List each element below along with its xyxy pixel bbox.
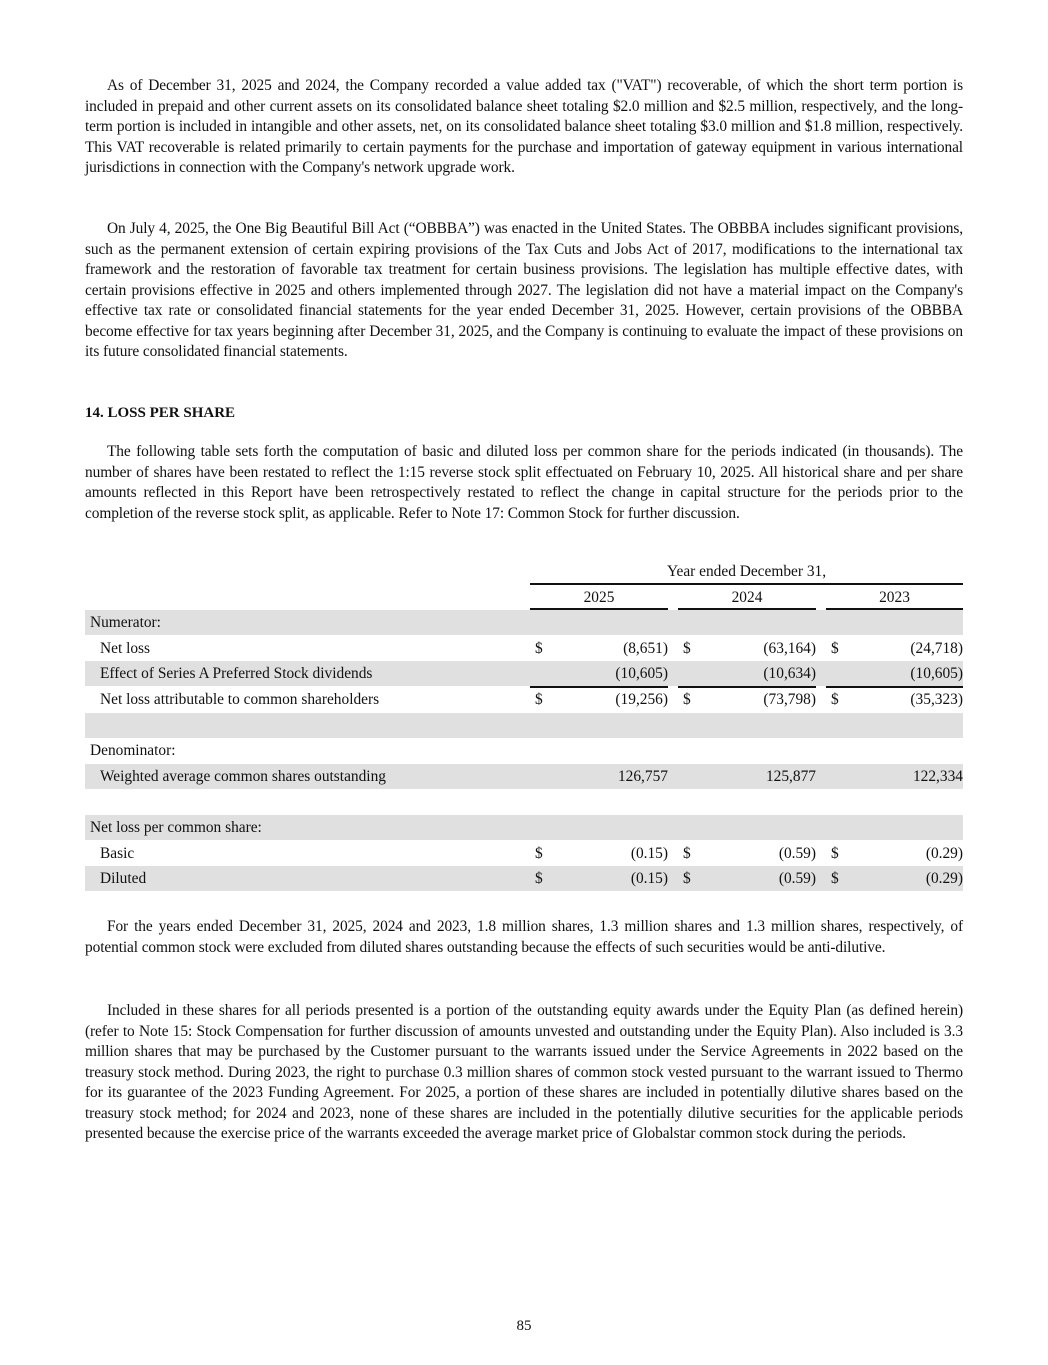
table-row (85, 636, 963, 661)
cell-value-2025: (19,256) (615, 691, 668, 708)
table-row (85, 661, 963, 686)
subtotal-rule (678, 686, 816, 688)
cell-value-2025: (8,651) (623, 640, 668, 657)
table-row (85, 815, 963, 840)
dollar-sign: $ (831, 870, 839, 887)
cell-value-2023: (10,605) (910, 665, 963, 682)
cell-value-2025: (10,605) (615, 665, 668, 682)
excluded-shares-paragraph: For the years ended December 31, 2025, 2024 and 2023, 1.8 million shares, 1.3 million shares and 1.3 million shares, respectively, of potential common stock were excluded from diluted shares outstanding because the effects of such securities would be anti-dilutive. (85, 918, 963, 956)
cell-value-2025: (0.15) (630, 845, 668, 862)
dollar-sign: $ (683, 870, 691, 887)
row-label: Effect of Series A Preferred Stock dividends (100, 665, 373, 682)
dollar-sign: $ (683, 691, 691, 708)
dollar-sign: $ (535, 845, 543, 862)
cell-value-2024: (0.59) (778, 845, 816, 862)
table-row (85, 687, 963, 712)
cell-value-2023: (24,718) (910, 640, 963, 657)
dollar-sign: $ (683, 845, 691, 862)
column-header-2024: 2024 (731, 589, 763, 606)
dollar-sign: $ (683, 640, 691, 657)
table-row (85, 610, 963, 635)
cell-value-2023: (0.29) (925, 870, 963, 887)
vat-paragraph: As of December 31, 2025 and 2024, the Company recorded a value added tax ("VAT") recoverable, of which the short term portion is included in prepaid and other current assets on its consolidated balance sheet totaling $2.0 million and $2.5 million, respectively, and the long-term portion is included in intangible and other assets, net, on its consolidated balance sheet totaling $3.0 million and $1.8 million, respectively. This VAT recoverable is related primarily to certain payments for the purchase and importation of gateway equipment in various international jurisdictions in connection with the Company's network upgrade work. (85, 77, 963, 176)
obbba-paragraph: On July 4, 2025, the One Big Beautiful Bill Act (“OBBBA”) was enacted in the United States. The OBBBA includes significant provisions, such as the permanent extension of certain expiring provisions of the Tax Cuts and Jobs Act of 2017, modifications to the international tax framework and the restoration of favorable tax treatment for certain business provisions. The legislation has multiple effective dates, with certain provisions effective in 2025 and others implemented through 2027. The legislation did not have a material impact on the Company's effective tax rate or consolidated financial statements for the year ended December 31, 2025. However, certain provisions of the OBBBA become effective for tax years beginning after December 31, 2025, and the Company is continuing to evaluate the impact of these provisions on its future consolidated financial statements. (85, 220, 963, 360)
dollar-sign: $ (831, 640, 839, 657)
table-header-title: Year ended December 31, (666, 563, 827, 580)
cell-value-2024: (10,634) (763, 665, 816, 682)
cell-value-2023: (35,323) (910, 691, 963, 708)
cell-value-2024: (63,164) (763, 640, 816, 657)
dollar-sign: $ (831, 691, 839, 708)
section-heading: 14. LOSS PER SHARE (85, 405, 236, 421)
cell-value-2025: 126,757 (617, 768, 668, 785)
cell-value-2024: (73,798) (763, 691, 816, 708)
row-label: Net loss (100, 640, 151, 657)
row-label: Basic (100, 845, 135, 862)
subtotal-rule (530, 686, 668, 688)
cell-value-2023: (0.29) (925, 845, 963, 862)
cell-value-2025: (0.15) (630, 870, 668, 887)
cell-value-2024: (0.59) (778, 870, 816, 887)
row-label: Diluted (100, 870, 147, 887)
dollar-sign: $ (535, 870, 543, 887)
row-label: Net loss per common share: (90, 819, 262, 836)
table-row (85, 764, 963, 789)
column-header-2023: 2023 (879, 589, 910, 606)
cell-value-2024: 125,877 (765, 768, 816, 785)
dollar-sign: $ (831, 845, 839, 862)
table-intro-paragraph: The following table sets forth the computation of basic and diluted loss per common share for the periods indicated (in thousands). The number of shares have been restated to reflect the 1:15 reverse stock split effectuated on February 10, 2025. All historical share and per share amounts reflected in this Report have been retrospectively restated to reflect the change in capital structure for the periods prior to the completion of the reverse stock split, as applicable. Refer to Note 17: Common Stock for further discussion. (85, 443, 963, 522)
dollar-sign: $ (535, 640, 543, 657)
row-label: Weighted average common shares outstanding (100, 768, 386, 785)
subtotal-rule (826, 686, 963, 688)
table-row (85, 790, 963, 815)
table-row (85, 866, 963, 891)
row-label: Denominator: (90, 742, 176, 759)
table-row (85, 841, 963, 866)
row-label: Numerator: (90, 614, 161, 631)
row-label: Net loss attributable to common shareholders (100, 691, 380, 708)
dollar-sign: $ (535, 691, 543, 708)
page-number: 85 (516, 1318, 532, 1334)
table-row (85, 713, 963, 738)
included-shares-paragraph: Included in these shares for all periods presented is a portion of the outstanding equity awards under the Equity Plan (as defined herein) (refer to Note 15: Stock Compensation for further discussion of amounts unvested and outstanding under the Equity Plan). Also included is 3.3 million shares that may be purchased by the Customer pursuant to the warrants issued under the Service Agreements in 2022 based on the treasury stock method. During 2023, the right to purchase 0.3 million shares of common stock vested pursuant to the warrant issued to Thermo for its guarantee of the 2023 Funding Agreement. For 2025, a portion of these shares are included in potentially dilutive shares based on the treasury stock method; for 2024 and 2023, none of these shares are included in the potentially dilutive securities for the applicable periods presented because the exercise price of the warrants exceeded the average market price of Globalstar common stock during the periods. (85, 1002, 963, 1142)
column-header-2025: 2025 (583, 589, 615, 606)
table-row (85, 738, 963, 763)
cell-value-2023: 122,334 (912, 768, 963, 785)
header-rule (530, 583, 963, 585)
